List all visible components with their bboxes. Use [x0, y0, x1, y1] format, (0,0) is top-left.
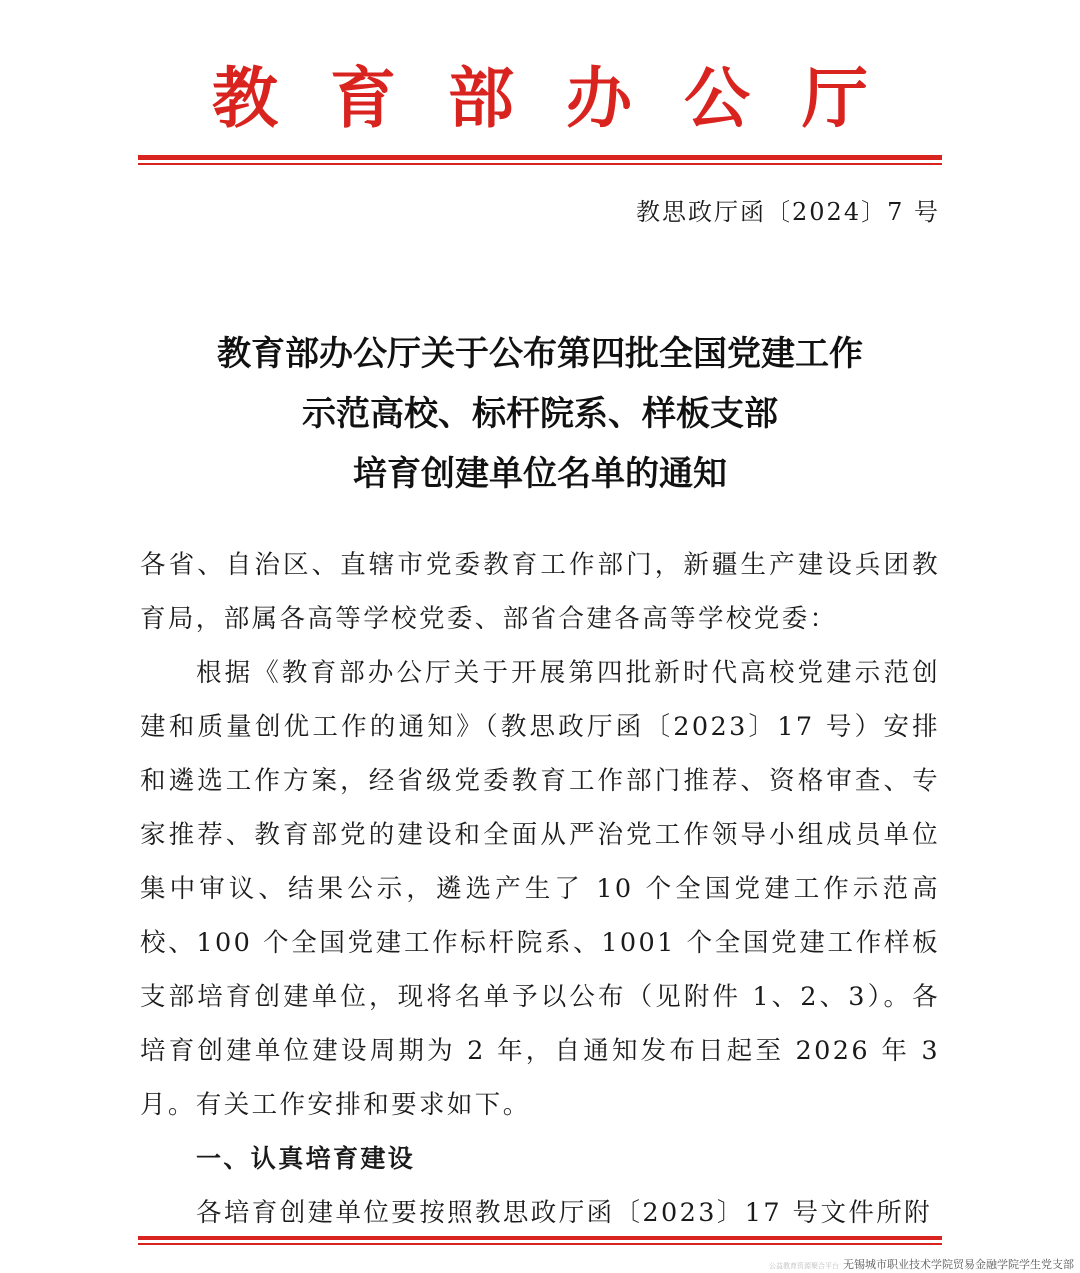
watermark: [769, 1256, 1074, 1272]
addressee: 各省、自治区、直辖市党委教育工作部门，新疆生产建设兵团教育局，部属各高等学校党委、部省合建各高等学校党委：: [140, 550, 940, 634]
paragraph-1: 根据《教育部办公厅关于开展第四批新时代高校党建示范创建和质量创优工作的通知》（教思政厅函〔2023〕17 号）安排和遴选工作方案，经省级党委教育工作部门推荐、资格审查、专家推荐、教育部党的建设和全面从严治党工作领导小组成员单位集中审议、结果公示，遴选产生了 10 个全国党建工作示范高校、100 个全国党建工作标杆院系、1001 个全国党建工作样板支部培育创建单位，现将名单予以公布（见附件 1、2、3）。各培育创建单位建设周期为 2 年，自通知发布日起至 2026 年 3 月。有关工作安排和要求如下。: [140, 658, 940, 1120]
header-red-rule-thick: [138, 155, 942, 160]
section-1-heading: 一、认真培育建设: [196, 1144, 416, 1173]
issuer-header: 教育部办公厅: [212, 59, 920, 137]
title-line-3: 培育创建单位名单的通知: [353, 454, 727, 494]
document-body: [140, 538, 940, 1240]
footer-red-rule-thick: [138, 1236, 942, 1240]
footer-red-rule-thin: [138, 1243, 942, 1245]
watermark-text: 无锡城市职业技术学院贸易金融学院学生党支部: [843, 1258, 1074, 1271]
title-line-1: 教育部办公厅关于公布第四批全国党建工作: [217, 334, 863, 374]
document-number: 教思政厅函〔2024〕7 号: [636, 198, 940, 226]
header-red-rule-thin: [138, 163, 942, 165]
title-line-2: 示范高校、标杆院系、样板支部: [302, 394, 778, 434]
watermark-faint: 公益教育资源聚合平台: [769, 1262, 839, 1270]
paragraph-2: 各培育创建单位要按照教思政厅函〔2023〕17 号文件所附: [196, 1198, 933, 1228]
document-title: [0, 324, 1080, 504]
